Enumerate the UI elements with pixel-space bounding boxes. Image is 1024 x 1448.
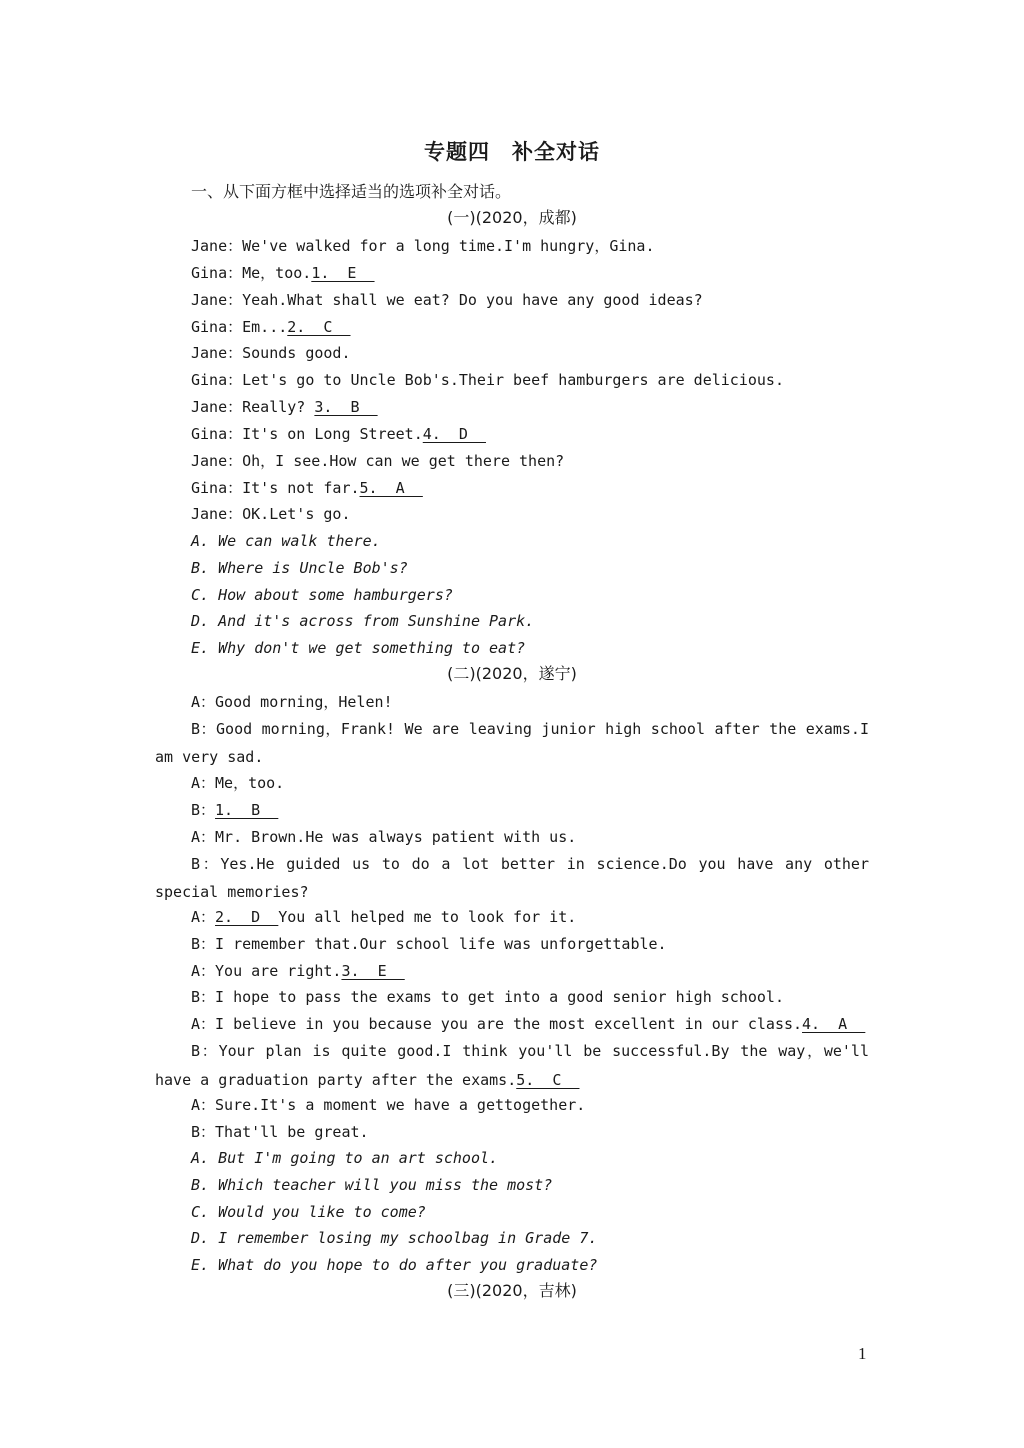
answer-blank: 2.__D__: [215, 908, 279, 926]
dialogue-line: Gina：It's on Long Street.4.__D__: [191, 425, 486, 443]
dialogue-line: A：You are right.3.__E__: [191, 962, 405, 980]
dialogue-line: B：1.__B__: [191, 801, 279, 819]
option-c: C. How about some hamburgers?: [191, 586, 453, 604]
answer-blank: 3.__E__: [341, 962, 405, 980]
answer-blank: 2.__C__: [287, 318, 351, 336]
dialogue-line-continued: have a graduation party after the exams.5.__C__: [155, 1071, 580, 1089]
answer-blank: 4.__D__: [422, 425, 486, 443]
dialogue-line: B：That'll be great.: [191, 1123, 369, 1141]
answer-blank: 3.__B__: [314, 398, 378, 416]
option-a: A. We can walk there.: [191, 532, 381, 550]
dialogue-line: Gina：Me，too.1.__E__: [191, 264, 375, 282]
page-number: 1: [858, 1344, 867, 1363]
dialogue-line: B：I hope to pass the exams to get into a good senior high school.: [191, 988, 784, 1006]
option-d: D. I remember losing my schoolbag in Grade 7.: [191, 1229, 598, 1247]
dialogue-line: Jane：We've walked for a long time.I'm hungry，Gina.: [191, 237, 655, 255]
instruction: 一、从下面方框中选择适当的选项补全对话。: [191, 182, 512, 201]
dialogue-line: Jane：Really? 3.__B__: [191, 398, 378, 416]
option-a: A. But I'm going to an art school.: [191, 1149, 499, 1167]
answer-blank: 4.__A__: [802, 1015, 866, 1033]
option-e: E. Why don't we get something to eat?: [191, 639, 526, 657]
dialogue-line: B：Good morning，Frank! We are leaving junior high school after the exams.I: [191, 720, 869, 738]
page-title: 专题四 补全对话: [424, 140, 600, 164]
dialogue-line: Jane：Yeah.What shall we eat? Do you have any good ideas?: [191, 291, 703, 309]
option-e: E. What do you hope to do after you graduate?: [191, 1256, 598, 1274]
dialogue-line: A：Mr. Brown.He was always patient with us.: [191, 828, 577, 846]
dialogue-line: Gina：It's not far.5.__A__: [191, 479, 423, 497]
section-header-2: (二)(2020，遂宁): [447, 664, 577, 683]
dialogue-line-continued: special memories?: [155, 883, 309, 901]
dialogue-line: A：Good morning，Helen!: [191, 693, 393, 711]
answer-blank: 5.__C__: [516, 1071, 580, 1089]
dialogue-line: A：Me，too.: [191, 774, 285, 792]
dialogue-line: Gina：Em...2.__C__: [191, 318, 351, 336]
dialogue-line: B：Yes.He guided us to do a lot better in science.Do you have any other: [191, 855, 869, 873]
dialogue-line: Jane：OK.Let's go.: [191, 505, 351, 523]
option-b: B. Where is Uncle Bob's?: [191, 559, 408, 577]
section-header-1: (一)(2020，成都): [447, 208, 577, 227]
option-b: B. Which teacher will you miss the most?: [191, 1176, 553, 1194]
answer-blank: 1.__B__: [215, 801, 279, 819]
answer-blank: 1.__E__: [311, 264, 375, 282]
answer-blank: 5.__A__: [359, 479, 423, 497]
dialogue-line: B：Your plan is quite good.I think you'll be successful.By the way，we'll: [191, 1042, 869, 1060]
dialogue-line: A：Sure.It's a moment we have a gettogether.: [191, 1096, 586, 1114]
dialogue-line: A：2.__D__You all helped me to look for it.: [191, 908, 577, 926]
option-d: D. And it's across from Sunshine Park.: [191, 612, 535, 630]
dialogue-line: Gina：Let's go to Uncle Bob's.Their beef hamburgers are delicious.: [191, 371, 784, 389]
option-c: C. Would you like to come?: [191, 1203, 426, 1221]
dialogue-line-continued: am very sad.: [155, 748, 264, 766]
dialogue-line: B：I remember that.Our school life was unforgettable.: [191, 935, 667, 953]
dialogue-line: Jane：Sounds good.: [191, 344, 351, 362]
dialogue-line: Jane：Oh，I see.How can we get there then?: [191, 452, 565, 470]
dialogue-line: A：I believe in you because you are the most excellent in our class.4.__A__: [191, 1015, 866, 1033]
section-header-3: (三)(2020，吉林): [447, 1281, 577, 1300]
